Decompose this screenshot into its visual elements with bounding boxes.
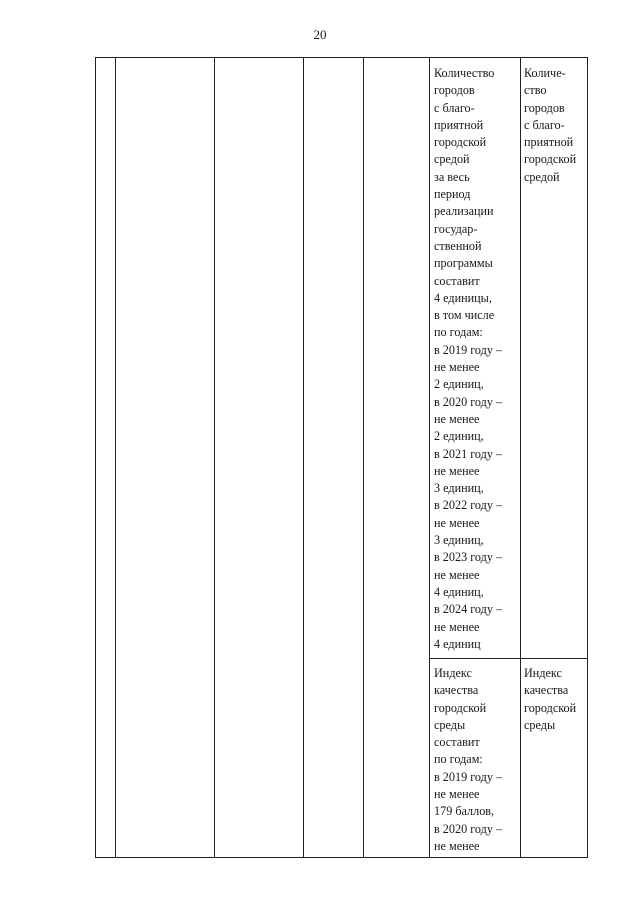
column-divider (520, 58, 521, 857)
column-divider (115, 58, 116, 857)
goal-cell-urban-index: Индекс качества городской среды составит по годам: в 2019 году – не менее 179 баллов, в 2020 году – не менее (434, 666, 503, 853)
indicator-cell-cities-count: Количе- ство городов с благо- приятной городской средой (524, 66, 577, 184)
column-divider (303, 58, 304, 857)
column-divider (429, 58, 430, 857)
goal-cell-cities-count: Количество городов с благо- приятной городской средой за весь период реализации государ- ственной программы составит 4 единицы, в том числе по годам: в 2019 году – не менее 2 единиц, в 2020 году – не менее 2 единиц, в 2021 году – не менее 3 единиц, в 2022 году – не менее 3 единиц, в 2023 году – не менее 4 единиц, в 2024 году – не менее 4 единиц (434, 66, 503, 651)
column-divider (214, 58, 215, 857)
data-table (95, 57, 588, 858)
column-divider (363, 58, 364, 857)
row-divider (429, 658, 587, 659)
indicator-cell-urban-index: Индекс качества городской среды (524, 666, 577, 732)
page-number: 20 (313, 27, 327, 42)
